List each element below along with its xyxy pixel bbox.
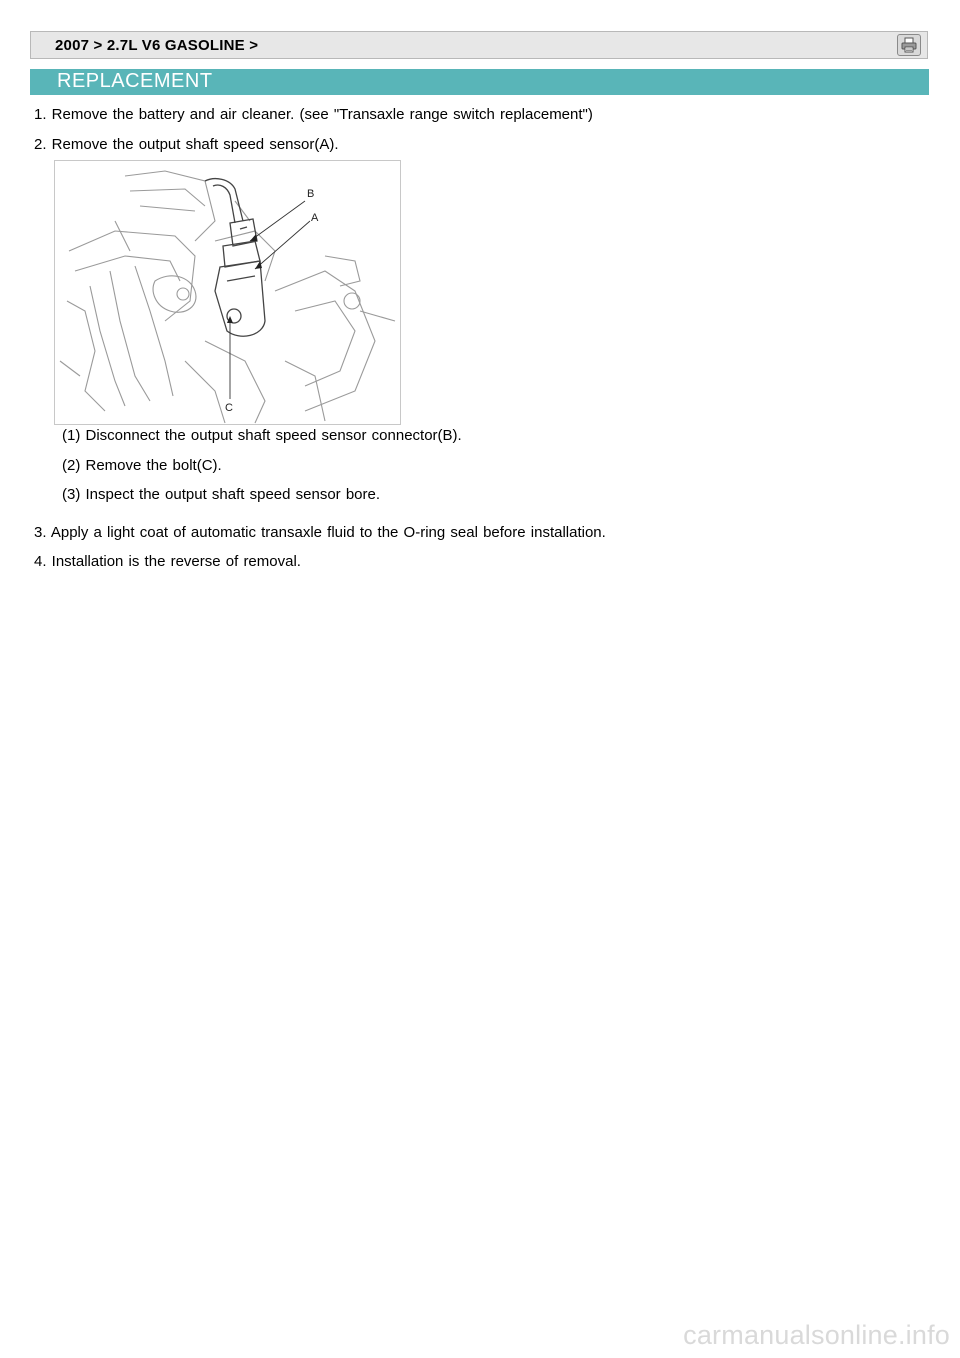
step-4: 4. Installation is the reverse of removal. <box>34 553 301 570</box>
substep-2: (2) Remove the bolt(C). <box>62 457 222 474</box>
step-2: 2. Remove the output shaft speed sensor(A). <box>34 136 339 153</box>
callout-a: A <box>311 212 319 224</box>
substep-1: (1) Disconnect the output shaft speed sensor connector(B). <box>62 427 462 444</box>
sensor-diagram <box>54 160 401 425</box>
section-title: REPLACEMENT <box>57 70 213 92</box>
callout-b: B <box>307 188 315 200</box>
printer-icon <box>900 37 918 53</box>
breadcrumb-bar <box>30 31 928 59</box>
print-button[interactable] <box>897 34 921 56</box>
section-header <box>30 69 929 95</box>
breadcrumb: 2007 > 2.7L V6 GASOLINE > <box>55 37 259 54</box>
substep-3: (3) Inspect the output shaft speed sensor bore. <box>62 486 381 503</box>
callout-c: C <box>225 402 233 414</box>
step-3: 3. Apply a light coat of automatic transaxle fluid to the O-ring seal before installation. <box>34 524 606 541</box>
watermark: carmanualsonline.info <box>683 1320 950 1350</box>
step-1: 1. Remove the battery and air cleaner. (see "Transaxle range switch replacement") <box>34 106 593 123</box>
